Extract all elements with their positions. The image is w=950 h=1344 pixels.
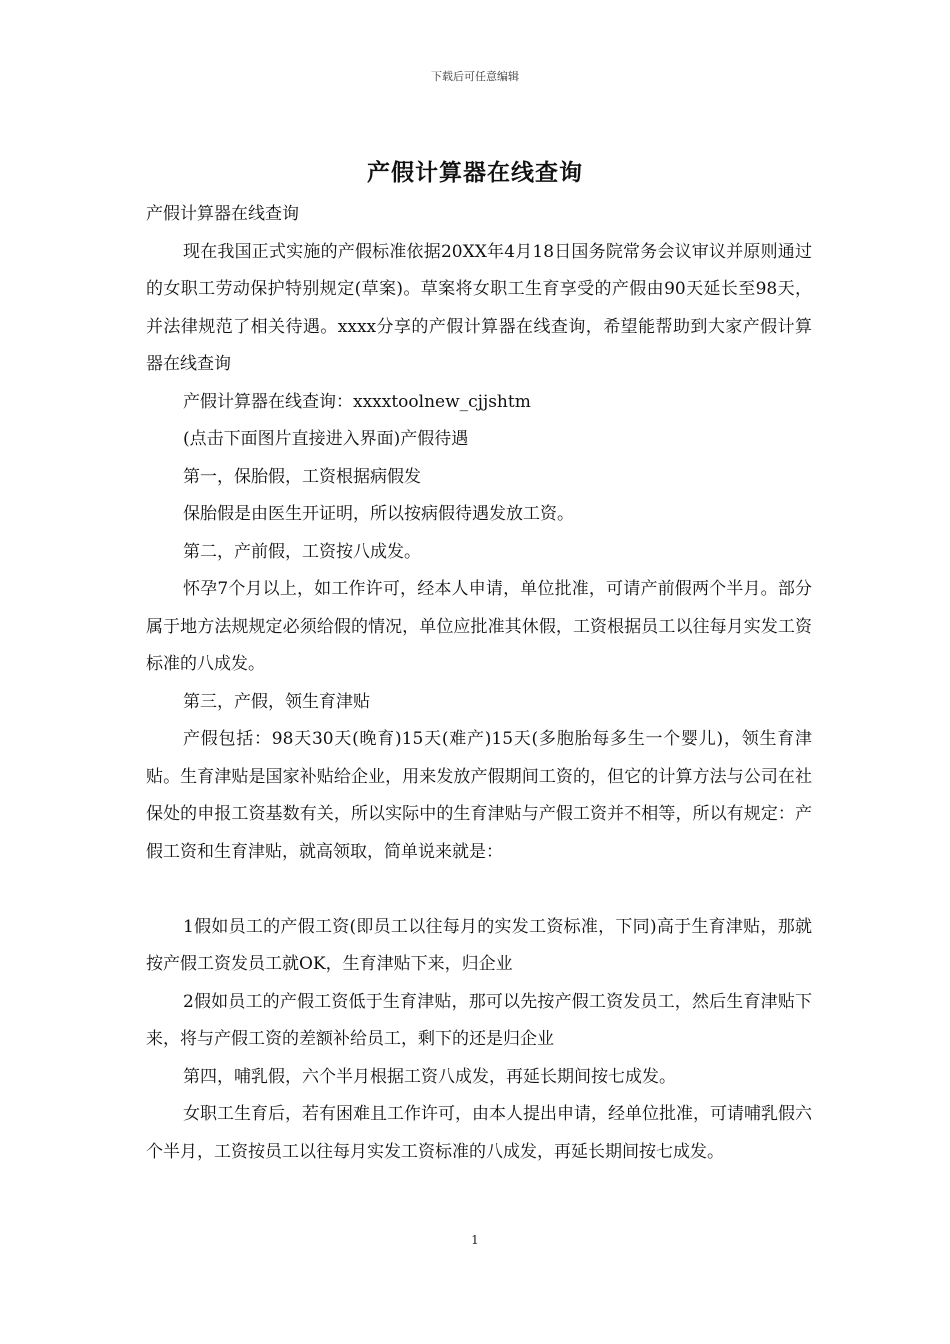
paragraph-heading-fourth: 第四，哺乳假，六个半月根据工资八成发，再延长期间按七成发。	[183, 1066, 676, 1087]
page-number: 1	[471, 1233, 479, 1247]
paragraph-heading-third: 第三，产假，领生育津贴	[183, 691, 370, 712]
document-title: 产假计算器在线查询	[367, 159, 583, 186]
header-note: 下载后可任意编辑	[431, 70, 519, 83]
paragraph-fourth-detail: 女职工生育后，若有困难且工作许可，由本人提出申请，经单位批准，可请哺乳假六个半月，工资按员工以往每月实发工资标准的八成发，再延长期间按七成发。	[146, 1104, 812, 1162]
paragraph-third-detail: 产假包括：98天30天(晚育)15天(难产)15天(多胞胎每多生一个婴儿)，领生育津贴。生育津贴是国家补贴给企业，用来发放产假期间工资的，但它的计算方法与公司在社保处的申报工资基数有关，所以实际中的生育津贴与产假工资并不相等，所以有规定：产假工资和生育津贴，就高领取，简单说来就是：	[146, 729, 812, 862]
paragraph-heading-second: 第二，产前假，工资按八成发。	[183, 541, 421, 562]
paragraph-subtitle: 产假计算器在线查询	[146, 204, 299, 224]
paragraph-intro: 现在我国正式实施的产假标准依据20XX年4月18日国务院常务会议审议并原则通过的女职工劳动保护特别规定(草案)。草案将女职工生育享受的产假由90天延长至98天，并法律规范了相关待遇。xxxx分享的产假计算器在线查询，希望能帮助到大家产假计算器在线查询	[146, 241, 812, 374]
paragraph-query-link: 产假计算器在线查询：xxxxtoolnew_cjjshtm	[183, 391, 531, 412]
paragraph-first-detail: 保胎假是由医生开证明，所以按病假待遇发放工资。	[183, 504, 574, 524]
paragraph-heading-first: 第一，保胎假，工资根据病假发	[183, 466, 421, 487]
paragraph-second-detail: 怀孕7个月以上，如工作许可，经本人申请，单位批准，可请产前假两个半月。部分属于地方法规规定必须给假的情况，单位应批准其休假，工资根据员工以往每月实发工资标准的八成发。	[146, 579, 812, 674]
paragraph-case-two: 2假如员工的产假工资低于生育津贴，那可以先按产假工资发员工，然后生育津贴下来，将与产假工资的差额补给员工，剩下的还是归企业	[146, 991, 812, 1049]
document-body	[146, 196, 812, 1171]
paragraph-case-one: 1假如员工的产假工资(即员工以往每月的实发工资标准，下同)高于生育津贴，那就按产假工资发员工就OK，生育津贴下来，归企业	[146, 916, 812, 974]
paragraph-click-note: (点击下面图片直接进入界面)产假待遇	[183, 429, 469, 449]
blank-line	[146, 871, 812, 909]
